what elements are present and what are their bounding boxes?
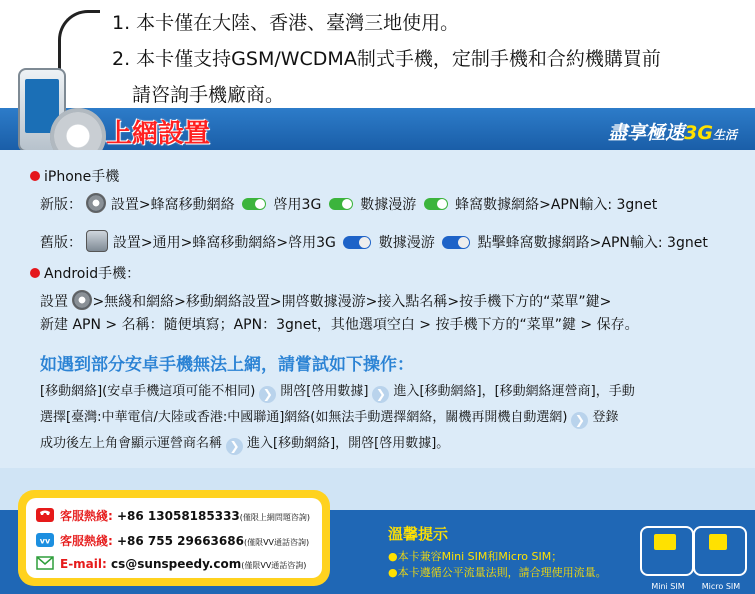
hotline-label: 客服熱綫: [60,509,113,523]
email-icon [36,556,54,570]
step-text: 設置>蜂窩移動網絡 [110,197,235,213]
micro-sim-icon [693,526,747,591]
toggle-on-icon [343,236,371,249]
step-text: 設置 [40,294,68,310]
email-note: (僅限VV通話咨詢) [241,561,307,570]
settings-icon [72,290,92,310]
svg-text:vv: vv [39,536,51,546]
hotline-1 [36,507,310,524]
step-text: 選擇[臺灣:中華電信/大陸或香港:中國聯通]網絡(如無法手動選擇網絡，關機再開機自動選網) [40,410,568,425]
troubleshoot-line-2 [40,406,618,429]
hotline-note: (僅限上網問題咨詢) [239,513,311,522]
arrow-right-icon: ❯ [372,386,389,403]
slogan-part-d: 生活 [712,128,737,142]
troubleshoot-line-1 [40,380,635,403]
android-line-1 [40,290,611,311]
bullet-icon [30,171,40,181]
vv-call-icon [36,533,54,547]
arrow-right-icon: ❯ [259,386,276,403]
iphone-old-steps [40,230,708,252]
android-heading-text: Android手機： [44,266,141,282]
step-text: 登錄 [592,410,619,425]
tips-title: 溫馨提示 [388,525,449,543]
arrow-right-icon: ❯ [226,438,243,455]
iphone-heading-text: iPhone手機 [44,169,120,185]
step-text: >無綫和網絡>移動網絡設置>開啓數據漫游>接入點名稱>按手機下方的“菜單”鍵> [92,294,612,310]
step-text: 設置>通用>蜂窩移動網絡>啓用3G [112,235,336,251]
toggle-on-icon [442,236,470,249]
android-line-2: 新建 APN > 名稱：隨便填寫；APN：3gnet，其他選項空白 > 按手機下方的“菜單”鍵 > 保存。 [40,317,639,333]
note-1: 1. 本卡僅在大陸、香港、臺灣三地使用。 [112,12,460,34]
settings-icon [86,230,108,252]
toggle-on-icon [424,198,448,210]
hotline-label: 客服熱綫: [60,534,113,548]
email-label: E-mail: [60,557,107,571]
troubleshoot-heading: 如遇到部分安卓手機無法上網，請嘗試如下操作： [40,355,414,375]
top-notes-panel [100,0,755,118]
slogan [608,118,737,145]
step-text: 點擊蜂窩數據網路>APN輸入: 3gnet [477,235,708,251]
old-version-label: 舊版： [40,235,82,251]
step-text: [移動網絡](安卓手機這項可能不相同) [40,384,256,399]
step-text: 進入[移動網絡]，[移動網絡運營商]，手動 [393,384,635,399]
step-text: 進入[移動網絡]，開啓[啓用數據]。 [247,436,450,451]
bullet-icon [30,268,40,278]
step-text: 啓用3G [273,197,322,213]
step-text: 開啓[啓用數據] [280,384,369,399]
page-title: 上網設置 [106,119,211,149]
mini-sim-icon [640,526,694,591]
step-text: 蜂窩數據網絡>APN輸入: 3gnet [455,197,658,213]
mini-sim-label: Mini SIM [651,582,685,591]
arrow-right-icon: ❯ [571,412,588,429]
troubleshoot-line-3 [40,432,449,455]
slogan-part-a: 盡享 [608,122,647,144]
toggle-on-icon [329,198,353,210]
hotline-number[interactable]: +86 13058185333 [117,509,240,523]
toggle-on-icon [242,198,266,210]
note-3: 請咨詢手機廠商。 [132,84,285,106]
settings-icon [86,193,106,213]
iphone-new-steps [40,193,657,214]
slogan-part-c: 3G [684,122,713,144]
hotline-number[interactable]: +86 755 29663686 [117,534,244,548]
email-row [36,556,306,571]
hotline-2 [36,532,309,549]
hotline-note: (僅限VV通話咨詢) [243,538,310,547]
step-text: 數據漫游 [360,197,417,213]
phone-handset-icon [36,508,54,522]
slogan-part-b: 極速 [646,122,685,144]
step-text: 數據漫游 [378,235,435,251]
new-version-label: 新版： [40,197,82,213]
tip-item: ●本卡兼容Mini SIM和Micro SIM； [388,550,563,563]
note-2: 2. 本卡僅支持GSM/WCDMA制式手機，定制手機和合約機購買前 [112,48,661,70]
email-address[interactable]: cs@sunspeedy.com [111,557,242,571]
step-text: 成功後左上角會顯示運營商名稱 [40,436,223,451]
android-heading [30,263,140,283]
tip-item: ●本卡遵循公平流量法則，請合理使用流量。 [388,566,607,579]
micro-sim-label: Micro SIM [701,582,741,591]
iphone-heading [30,166,119,186]
